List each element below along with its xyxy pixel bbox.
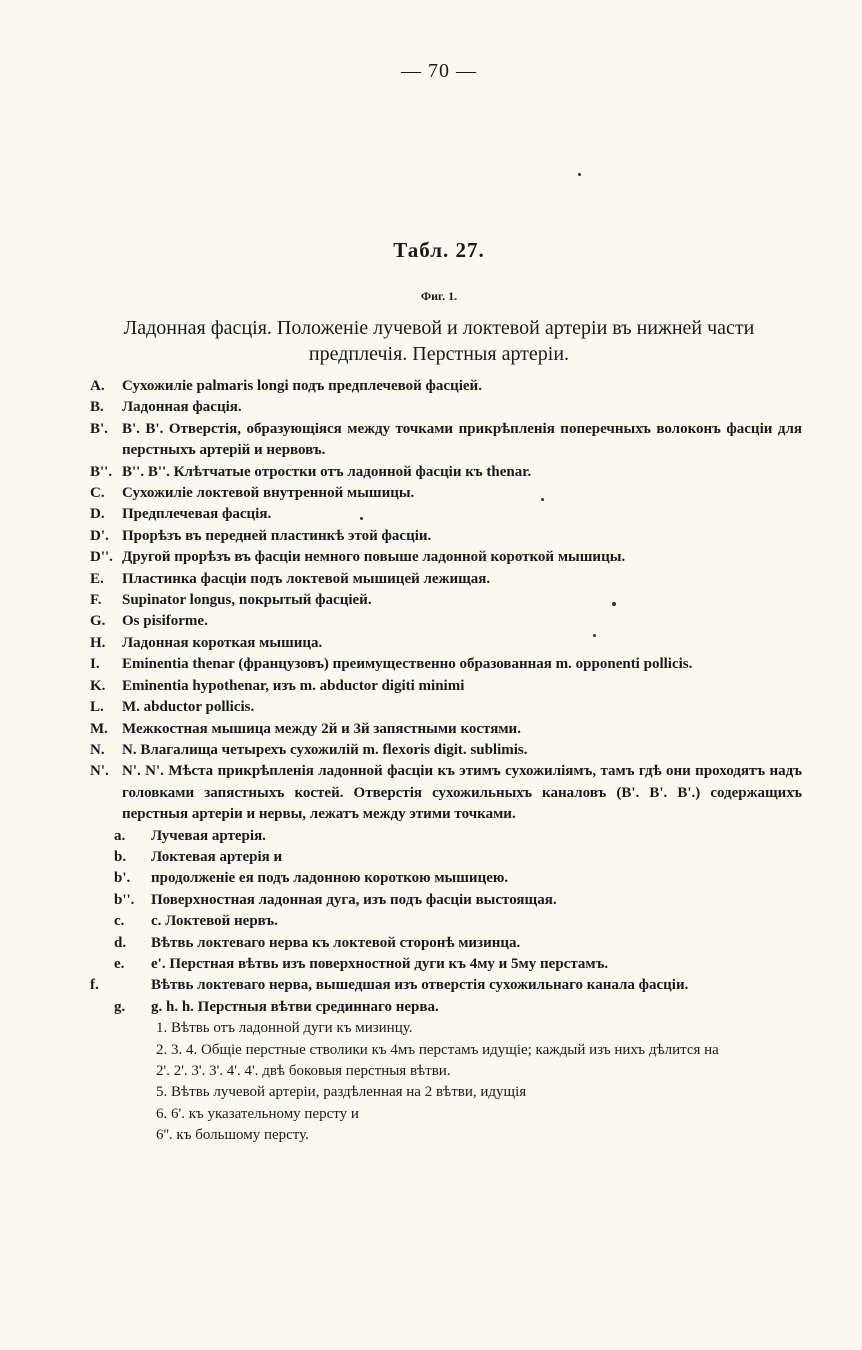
- item-text: 2'. 2'. 3'. 3'. 4'. 4'. двѣ боковыя перстныя вѣтви.: [156, 1063, 451, 1079]
- list-item: [90, 1125, 802, 1146]
- item-text: B''. B''. Клѣтчатые отростки отъ ладонной фасціи къ thenar.: [122, 463, 532, 480]
- list-item: [90, 526, 802, 547]
- item-key: b.: [114, 848, 127, 865]
- item-key: C.: [90, 485, 105, 502]
- list-item: [90, 719, 802, 740]
- list-item: [90, 890, 802, 911]
- item-key: b''.: [114, 891, 135, 908]
- item-key: F.: [90, 592, 102, 609]
- list-item: [90, 826, 802, 847]
- item-text: Межкостная мышица между 2й и 3й запястными костями.: [122, 720, 521, 737]
- item-key: N'.: [90, 763, 109, 780]
- ink-speck: [612, 602, 616, 606]
- item-text: Eminentia hypothenar, изъ m. abductor digiti minimi: [122, 677, 465, 694]
- list-item: [90, 740, 802, 761]
- item-text: 2. 3. 4. Общіе перстные стволики къ 4мъ перстамъ идущіе; каждый изъ нихъ дѣлится на: [156, 1041, 719, 1058]
- list-item: [90, 654, 802, 675]
- list-item: [90, 847, 802, 868]
- ink-speck: [578, 173, 581, 176]
- list-item: [90, 397, 802, 418]
- item-text: Supinator longus, покрытый фасціей.: [122, 592, 372, 609]
- item-text: Другой прорѣзъ въ фасціи немного повыше ладонной короткой мышицы.: [122, 549, 626, 566]
- list-item: [90, 483, 802, 504]
- item-text: Лучевая артерія.: [151, 827, 266, 844]
- list-item: [90, 975, 802, 996]
- caption: Ладонная фасція. Положеніе лучевой и локтевой артеріи въ нижней части предплечія. Перстныя артеріи.: [123, 317, 755, 365]
- list-item: [90, 1104, 802, 1125]
- item-key: E.: [90, 570, 104, 587]
- list-item: [90, 547, 802, 568]
- item-key: I.: [90, 656, 100, 673]
- list-item: [90, 504, 802, 525]
- item-text: продолженіе ея подъ ладонною короткою мышицею.: [151, 870, 509, 887]
- item-text: Вѣтвь локтеваго нерва, вышедшая изъ отверстія сухожильнаго канала фасціи.: [151, 977, 689, 994]
- item-text: Пластинка фасціи подъ локтевой мышицей лежищая.: [122, 570, 491, 587]
- list-item: [90, 1040, 802, 1061]
- list-item: [90, 611, 802, 632]
- item-key: A.: [90, 378, 105, 394]
- item-text: Eminentia thenar (французовъ) преимущественно образованная m. opponenti pollicis.: [122, 656, 693, 673]
- ink-speck: [593, 634, 596, 637]
- item-key: D'.: [90, 527, 109, 544]
- list-item: [90, 462, 802, 483]
- item-text: Поверхностная ладонная дуга, изъ подъ фасціи выстоящая.: [151, 891, 557, 908]
- item-text: Локтевая артерія и: [151, 848, 283, 865]
- item-key: d.: [114, 934, 127, 951]
- list-item: [90, 761, 802, 825]
- list-item: [90, 590, 802, 611]
- list-item: [90, 1061, 802, 1082]
- item-key: f.: [90, 977, 99, 994]
- item-key: H.: [90, 634, 106, 651]
- item-key: D''.: [90, 549, 113, 566]
- list-item: [90, 569, 802, 590]
- list-item: [90, 376, 802, 397]
- item-text: Вѣтвь локтеваго нерва къ локтевой сторонѣ мизинца.: [151, 934, 521, 951]
- item-text: g. h. h. Перстныя вѣтви срединнаго нерва.: [151, 998, 439, 1015]
- item-key: b'.: [114, 870, 131, 887]
- item-key: B''.: [90, 463, 113, 480]
- item-key: D.: [90, 506, 105, 523]
- item-key: M.: [90, 720, 108, 737]
- list-item: [90, 697, 802, 718]
- list-item: [90, 419, 802, 462]
- item-text: 1. Вѣтвь отъ ладонной дуги къ мизинцу.: [156, 1020, 413, 1037]
- item-key: g.: [114, 998, 126, 1015]
- item-text: N. Влагалища четырехъ сухожилій m. flexoris digit. sublimis.: [122, 741, 528, 758]
- item-text: Прорѣзъ въ передней пластинкѣ этой фасціи.: [122, 527, 432, 544]
- list-item: [90, 1082, 802, 1103]
- item-key: N.: [90, 741, 105, 758]
- figure-label: Фиг. 1.: [420, 289, 458, 303]
- item-text: M. abductor pollicis.: [122, 699, 255, 716]
- legend-list: [90, 376, 802, 1147]
- list-item: [90, 1018, 802, 1039]
- item-text: Сухожиліе palmaris longi подъ предплечевой фасціей.: [122, 378, 482, 394]
- list-item: [90, 911, 802, 932]
- page-number: — 70 —: [401, 60, 477, 82]
- ink-speck: [360, 517, 363, 520]
- item-key: c.: [114, 913, 125, 930]
- item-key: a.: [114, 827, 126, 844]
- item-key: G.: [90, 613, 106, 630]
- item-key: B'.: [90, 420, 108, 437]
- item-key: e.: [114, 955, 125, 972]
- item-text: Сухожиліе локтевой внутренной мышицы.: [122, 485, 415, 502]
- item-text: 6. 6'. къ указательному персту и: [156, 1105, 359, 1122]
- list-item: [90, 997, 802, 1018]
- ink-speck: [541, 498, 544, 501]
- item-text: e'. Перстная вѣтвь изъ поверхностной дуги къ 4му и 5му перстамъ.: [151, 955, 609, 972]
- item-text: N'. N'. Мѣста прикрѣпленія ладонной фасціи къ этимъ сухожиліямъ, тамъ гдѣ они проходятъ надъ головками запястныхъ костей. Отверстія сухожильныхъ каналовъ (B'. B'. B'.) содержащихъ перстныя артеріи и нервы, лежатъ между этими точками.: [122, 763, 802, 823]
- item-text: 6''. къ большому персту.: [156, 1127, 309, 1144]
- table-title: Табл. 27.: [393, 238, 485, 262]
- item-text: Ладонная фасція.: [122, 399, 242, 416]
- item-text: 5. Вѣтвь лучевой артеріи, раздѣленная на 2 вѣтви, идущія: [156, 1084, 527, 1101]
- item-key: L.: [90, 699, 104, 716]
- list-item: [90, 633, 802, 654]
- item-text: c. Локтевой нервъ.: [151, 913, 278, 930]
- item-text: Ладонная короткая мышица.: [122, 634, 323, 651]
- list-item: [90, 933, 802, 954]
- item-key: B.: [90, 399, 104, 416]
- item-text: Предплечевая фасція.: [122, 506, 272, 523]
- list-item: [90, 954, 802, 975]
- list-item: [90, 868, 802, 889]
- list-item: [90, 676, 802, 697]
- item-text: Os pisiforme.: [122, 613, 208, 630]
- item-key: K.: [90, 677, 106, 694]
- item-text: B'. B'. Отверстія, образующіяся между точками прикрѣпленія поперечныхъ волоконъ фасціи для перстныхъ артерій и нервовъ.: [122, 420, 802, 459]
